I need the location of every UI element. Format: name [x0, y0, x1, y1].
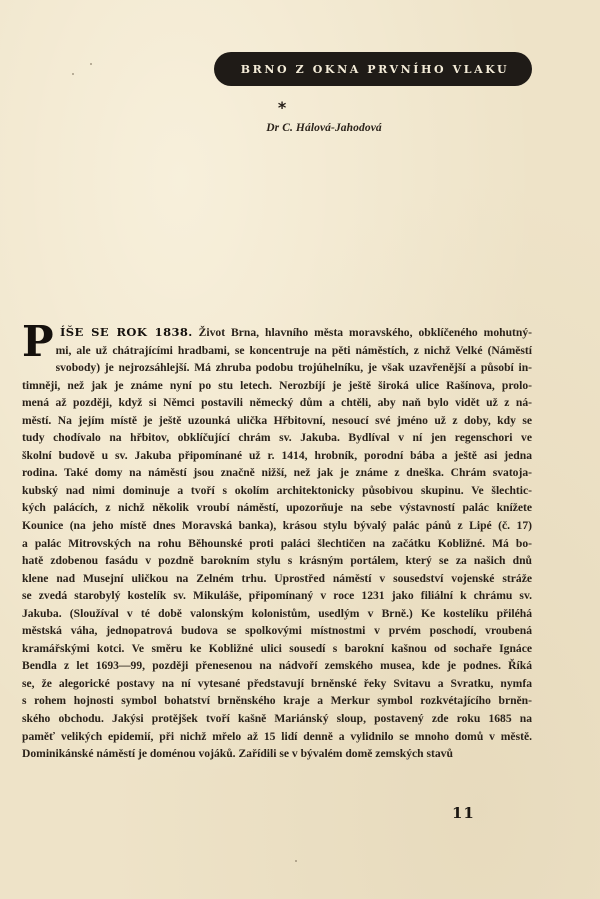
author-byline: Dr C. Hálová-Jahodová [266, 122, 382, 134]
article-line: Bendla z let 1693—99, později přenesenou na nádvoří zemského musea, kde je podnes. Říká [22, 659, 532, 673]
article-line: mená až později, když si Němci postavili německý dům a chtěli, aby naň bylo vidět už z ná- [22, 396, 532, 410]
article-line: městská váha, jednopatrová budova se spolkovými místnostmi v prvém poschodí, vroubená [22, 624, 532, 638]
article-lines [22, 359, 532, 763]
paper-speck [90, 63, 92, 65]
article-line: mi, ale už chátrajícími hradbami, se koncentruje na pěti náměstích, z nichž Velké (Náměstí [55, 343, 532, 357]
drop-cap: P [22, 317, 54, 366]
paper-speck [72, 73, 74, 75]
article-line: Jakuba. (Sloužíval v té době valonským kolonistům, usedlým v Brně.) Ke kostelíku přiléhá [22, 606, 532, 620]
asterisk-ornament: * [277, 98, 287, 117]
article-line: timněji, než jak je známe nyní po stu letech. Nerozbíjí je ještě široká ulice Rašínova, prolo- [22, 378, 532, 392]
page-number: 11 [452, 804, 475, 822]
article-line-rest: Život Brna, hlavního města moravského, obklíčeného mohutný- [198, 326, 532, 339]
article-title: BRNO Z OKNA PRVNÍHO VLAKU [240, 62, 510, 76]
article-line: hatě zdobenou fasádu v pozdně barokním stylu s krásným portálem, který se za našich dnů [22, 554, 532, 568]
paper-speck [295, 860, 297, 862]
title-banner [214, 52, 532, 86]
article-line: Dominikánské náměstí je doménou vojáků. Zařídili se v bývalém domě zemských stavů [22, 747, 453, 761]
article-line: městí. Na jejím místě je ještě uzounká ulička Hřbitovní, nesoucí své jméno už z doby, kdy se [22, 413, 532, 427]
article-line: s rohem hojnosti symbol bohatství brněnského kraje a Merkur symbol rozkvétajícího brněn- [22, 694, 532, 708]
article-line: kých palácích, z nichž několik vroubí náměstí, upozorňuje na sebe výstavností palác knížete [22, 501, 532, 515]
article-line: školní budově u sv. Jakuba připomínané už r. 1414, hrobník, porodní bába a ještě asi jedna [22, 448, 532, 462]
article-line: a palác Mitrovských na rohu Běhounské proti paláci šlechtičen na začátku Kobližné. Má bo- [22, 536, 532, 550]
article-line: klene nad Musejní uličkou na Zelném trhu. Uprostřed náměstí v sousedství vojenské stráže [22, 571, 532, 585]
article-body [22, 317, 532, 763]
article-line [22, 324, 532, 342]
article-line: paměť velikých epidemií, při nichž mřelo až 15 lidí denně a vylidnilo se mnoho domů v městě. [22, 729, 532, 743]
article-line: rodina. Také domy na náměstí jsou značně nižší, než jak je známe z dneška. Chrám svatoja- [22, 466, 532, 480]
article-line: svobody) je nejrozsáhlejší. Má zhruba podobu trojúhelníku, je však uzavřenější a působí in- [55, 361, 532, 375]
article-line: se zvedá starobylý kostelík sv. Mikuláše, připomínaný v roce 1231 jako filiální k chrámu sv. [22, 589, 532, 603]
article-line: Kounice (na jeho místě dnes Moravská banka), krásou stylu bývalý palác pánů z Lipé (č. 17) [22, 519, 532, 533]
article-line: ského obchodu. Jakýsi protějšek tvoří kašně Mariánský sloup, postavený zde roku 1685 na [22, 712, 532, 726]
article-line: tudy chodívalo na hřbitov, obklíčující chrám sv. Jakuba. Bydlíval v ní jen regenschori ve [22, 431, 532, 445]
article-lead: ÍŠE SE ROK 1838. [60, 325, 193, 339]
article-line: kubský nad nimi dominuje a tvoří s okolím architektonicky působivou skupinu. Ve šlechtic- [22, 483, 532, 497]
article-line: se, že alegorické postavy na ní vytesané představují brněnské řeky Svitavu a Svratku, nymfa [22, 676, 532, 690]
article-line: kramářskými kotci. Ve směru ke Kobližné ulici sousedí s barokní kašnou od sochaře Ignáce [22, 641, 532, 655]
